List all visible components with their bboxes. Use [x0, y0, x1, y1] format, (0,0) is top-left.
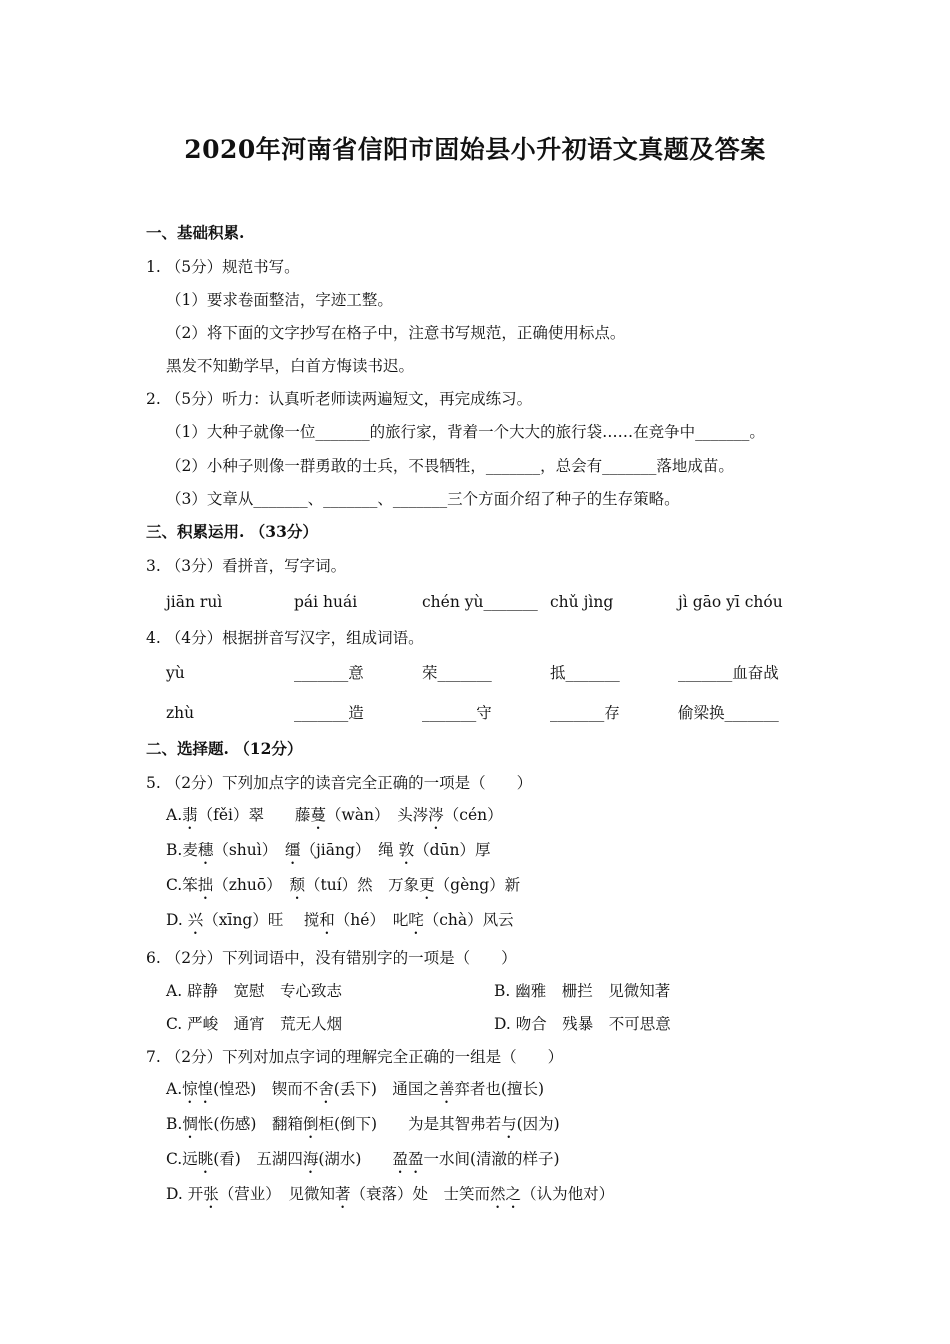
question-2: 2. （5分）听力：认真听老师读两遍短文，再完成练习。 [146, 390, 533, 408]
question-1-part-1: （1）要求卷面整洁，字迹工整。 [166, 291, 393, 309]
option-c: C.笨拙（zhuō） 颓（tuí）然 万象更（gèng）新 [166, 876, 521, 894]
word-item: _______意 [294, 664, 364, 682]
option-c: C. 严峻 通宵 荒无人烟 [166, 1015, 343, 1033]
word-item: zhù [166, 704, 195, 722]
word-item: 荣_______ [422, 664, 492, 682]
option-d: D. 兴（xīng）旺 搅和（hé） 叱咤（chà）风云 [166, 911, 514, 929]
option-b: B.惆怅(伤感) 翻箱倒柜(倒下) 为是其智弗若与(因为) [166, 1115, 560, 1133]
word-item: _______造 [294, 704, 364, 722]
word-item: _______守 [422, 704, 492, 722]
question-2-part-2: （2）小种子则像一群勇敢的士兵，不畏牺牲，_______，总会有_______落地成苗。 [166, 457, 734, 475]
word-item: 偷梁换_______ [678, 704, 779, 722]
section-heading-2: 二、选择题. （12分） [146, 739, 303, 758]
question-3: 3. （3分）看拼音，写字词。 [146, 557, 347, 575]
question-7: 7. （2分）下列对加点字词的理解完全正确的一组是（ ） [146, 1048, 564, 1066]
option-d: D. 吻合 残暴 不可思意 [494, 1015, 671, 1033]
word-item: _______血奋战 [678, 664, 779, 682]
word-item: yù [166, 664, 185, 682]
option-a: A.翡（fěi）翠 藤蔓（wàn） 头涔涔（cén） [166, 806, 503, 824]
word-item: _______存 [550, 704, 620, 722]
question-1: 1. （5分）规范书写。 [146, 258, 300, 276]
question-6: 6. （2分）下列词语中，没有错别字的一项是（ ） [146, 949, 517, 967]
question-2-part-1: （1）大种子就像一位_______的旅行家，背着一个大大的旅行袋……在竞争中_______。 [166, 423, 765, 441]
pinyin-item: chǔ jìng [550, 593, 614, 611]
option-b: B. 幽雅 栅拦 见微知著 [494, 982, 671, 1000]
question-5: 5. （2分）下列加点字的读音完全正确的一项是（ ） [146, 774, 533, 792]
section-heading-1: 一、基础积累. [146, 223, 245, 242]
question-4: 4. （4分）根据拼音写汉字，组成词语。 [146, 629, 424, 647]
section-heading-3: 三、积累运用. （33分） [146, 522, 318, 541]
option-a: A.惊惶(惶恐) 锲而不舍(丢下) 通国之善弈者也(擅长) [166, 1080, 544, 1098]
question-2-part-3: （3）文章从_______、_______、_______三个方面介绍了种子的生存策略。 [166, 490, 680, 508]
page-title: 2020年河南省信阳市固始县小升初语文真题及答案 [184, 135, 766, 164]
pinyin-item: chén yù_______ [422, 593, 538, 611]
word-item: 抵_______ [550, 664, 620, 682]
pinyin-item: jiān ruì [166, 593, 223, 611]
copy-text: 黑发不知勤学早，白首方悔读书迟。 [166, 357, 415, 375]
option-b: B.麦穗（shuì） 缰（jiāng） 绳 敦（dūn）厚 [166, 841, 491, 859]
option-c: C.远眺(看) 五湖四海(湖水) 盈盈一水间(清澈的样子) [166, 1150, 560, 1168]
question-1-part-2: （2）将下面的文字抄写在格子中，注意书写规范，正确使用标点。 [166, 324, 626, 342]
pinyin-item: pái huái [294, 593, 358, 611]
option-d: D. 开张（营业） 见微知著（衰落）处 士笑而然之（认为他对） [166, 1185, 615, 1203]
pinyin-item: jì gāo yī chóu [678, 593, 783, 611]
option-a: A. 辟静 宽慰 专心致志 [166, 982, 343, 1000]
